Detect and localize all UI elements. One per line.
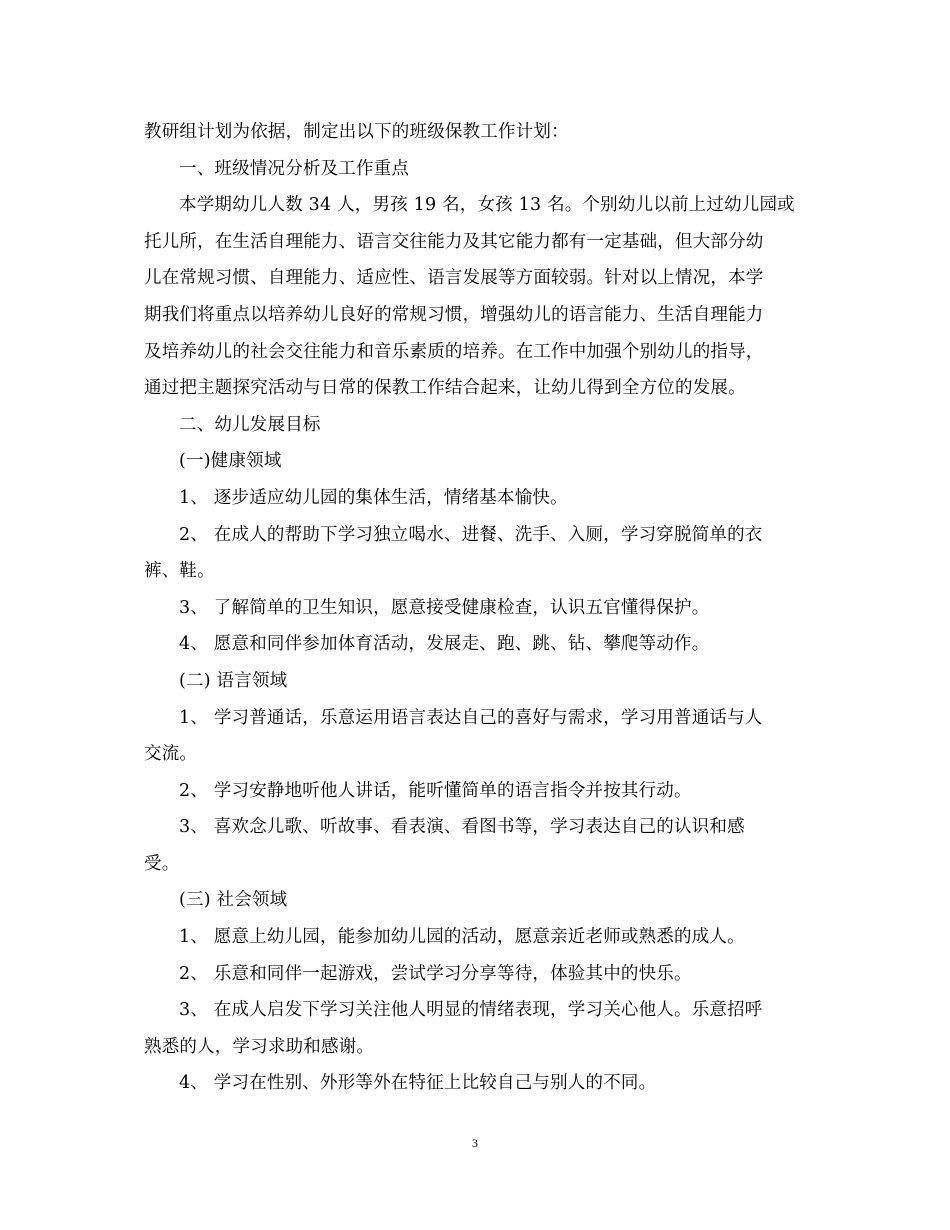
list-item: 2、 在成人的帮助下学习独立喝水、进餐、洗手、入厕，学习穿脱简单的衣	[179, 524, 763, 545]
text-line: 及培养幼儿的社会交往能力和音乐素质的培养。在工作中加强个别幼儿的指导，	[144, 341, 764, 362]
list-item: 1、 愿意上幼儿园，能参加幼儿园的活动，愿意亲近老师或熟悉的成人。	[179, 927, 745, 948]
list-item: 4、 学习在性别、外形等外在特征上比较自己与别人的不同。	[179, 1073, 657, 1094]
text-line: 儿在常规习惯、自理能力、适应性、语言发展等方面较弱。针对以上情况，本学	[144, 268, 764, 289]
subsection-heading: (二) 语言领域	[179, 670, 288, 691]
list-item-continuation: 裤、鞋。	[144, 561, 215, 582]
list-item: 3、 了解简单的卫生知识，愿意接受健康检查，认识五官懂得保护。	[179, 597, 710, 618]
subsection-heading: (一)健康领域	[179, 451, 282, 472]
list-item: 1、 逐步适应幼儿园的集体生活，情绪基本愉快。	[179, 487, 568, 508]
text-line: 期我们将重点以培养幼儿良好的常规习惯，增强幼儿的语言能力、生活自理能力	[144, 304, 764, 325]
section-heading: 一、班级情况分析及工作重点	[179, 158, 410, 179]
list-item: 2、 乐意和同伴一起游戏，尝试学习分享等待，体验其中的快乐。	[179, 963, 692, 984]
list-item-continuation: 受。	[144, 853, 180, 874]
text-line: 本学期幼儿人数 34 人，男孩 19 名，女孩 13 名。个别幼儿以前上过幼儿园或	[179, 195, 795, 216]
text-line: 通过把主题探究活动与日常的保教工作结合起来，让幼儿得到全方位的发展。	[144, 378, 746, 399]
list-item-continuation: 熟悉的人，学习求助和感谢。	[144, 1036, 375, 1057]
list-item: 2、 学习安静地听他人讲话，能听懂简单的语言指令并按其行动。	[179, 780, 692, 801]
text-line: 托儿所，在生活自理能力、语言交往能力及其它能力都有一定基础，但大部分幼	[144, 231, 764, 252]
body-text	[144, 114, 804, 1102]
page-number: 3	[472, 1136, 478, 1150]
list-item-continuation: 交流。	[144, 744, 198, 765]
list-item: 3、 在成人启发下学习关注他人明显的情绪表现，学习关心他人。乐意招呼	[179, 1000, 763, 1021]
list-item: 4、 愿意和同伴参加体育活动，发展走、跑、跳、钻、攀爬等动作。	[179, 634, 710, 655]
list-item: 1、 学习普通话，乐意运用语言表达自己的喜好与需求，学习用普通话与人	[179, 707, 763, 728]
section-heading: 二、幼儿发展目标	[179, 414, 321, 435]
text-line: 教研组计划为依据，制定出以下的班级保教工作计划：	[144, 122, 569, 142]
subsection-heading: (三) 社会领域	[179, 890, 288, 911]
list-item: 3、 喜欢念儿歌、听故事、看表演、看图书等，学习表达自己的认识和感	[179, 817, 745, 838]
